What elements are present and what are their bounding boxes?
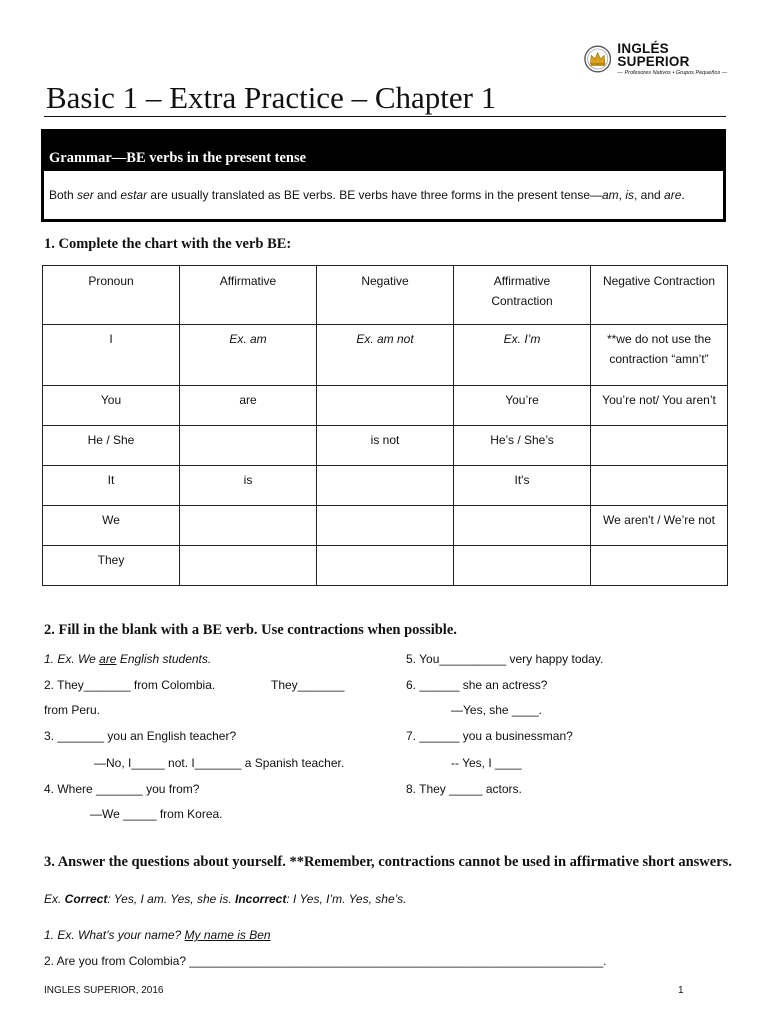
cell-affirmative-contraction: You’re [454, 386, 591, 426]
exercise-line: 5. You__________ very happy today. [406, 652, 604, 666]
example-answer: My name is Ben [184, 928, 271, 942]
grammar-text: . [681, 188, 685, 202]
cell-affirmative-contraction: It's [454, 466, 591, 506]
cell-affirmative-contraction: Ex. I’m [454, 325, 591, 386]
exercise-line: 2. They_______ from Colombia. [44, 678, 216, 692]
exercise-line: —No, I_____ not. I_______ a Spanish teacher. [94, 756, 345, 770]
section3-example [44, 892, 406, 906]
example-text: : Yes, I am. Yes, she is. [107, 892, 235, 906]
cell-negative-contraction: We aren't / We’re not [591, 506, 728, 546]
exercise-line: 4. Where _______ you from? [44, 782, 200, 796]
table-row [43, 426, 728, 466]
table-row [43, 506, 728, 546]
example-correct-label: Correct [64, 892, 108, 906]
page-title: Basic 1 – Extra Practice – Chapter 1 [46, 80, 497, 115]
cell-negative: is not [317, 426, 454, 466]
cell-affirmative [180, 426, 317, 466]
section1-heading: 1. Complete the chart with the verb BE: [44, 236, 292, 252]
exercise-line: 3. _______ you an English teacher? [44, 729, 237, 743]
grammar-heading: Grammar—BE verbs in the present tense [44, 132, 723, 171]
cell-pronoun: He / She [43, 426, 180, 466]
word-am: am [602, 188, 619, 202]
cell-affirmative-contraction: He’s / She’s [454, 426, 591, 466]
cell-affirmative-contraction [454, 546, 591, 586]
question-line [44, 928, 271, 942]
word-is: is [625, 188, 635, 202]
cell-pronoun: It [43, 466, 180, 506]
page-number: 1 [678, 985, 684, 996]
cell-affirmative: are [180, 386, 317, 426]
word-ser: ser [77, 188, 94, 202]
cell-pronoun: I [43, 325, 180, 386]
header-negative: Negative [317, 266, 454, 325]
cell-pronoun: We [43, 506, 180, 546]
exercise-text: 1. Ex. We [44, 652, 100, 666]
cell-affirmative [180, 506, 317, 546]
exercise-line: —Yes, she ____. [451, 703, 542, 717]
logo-tagline: — Profesores Nativos • Grupos Pequeños — [617, 69, 728, 76]
question-text: 1. Ex. What’s your name? [44, 928, 185, 942]
exercise-line: 6. ______ she an actress? [406, 678, 548, 692]
table-row [43, 386, 728, 426]
exercise-line: from Peru. [44, 703, 101, 717]
logo [584, 42, 734, 76]
example-text: Ex. [44, 892, 65, 906]
exercise-line: 7. ______ you a businessman? [406, 729, 573, 743]
cell-negative-contraction [591, 546, 728, 586]
logo-name: INGLÉS SUPERIOR [617, 40, 690, 70]
cell-affirmative: is [180, 466, 317, 506]
word-estar: estar [120, 188, 148, 202]
chart-header-row [43, 266, 728, 325]
header-affirmative-contraction: Affirmative Contraction [454, 266, 591, 325]
table-row [43, 325, 728, 386]
cell-negative [317, 386, 454, 426]
section3-heading: 3. Answer the questions about yourself. **Remember, contractions cannot be used in affirmative short answers. [44, 854, 732, 870]
header-negative-contraction: Negative Contraction [591, 266, 728, 325]
title-underline [44, 116, 726, 117]
header-affirmative: Affirmative [180, 266, 317, 325]
cell-negative-contraction: **we do not use the contraction “amn’t” [591, 325, 728, 386]
example-text: : I Yes, I’m. Yes, she’s. [286, 892, 407, 906]
grammar-text: , and [634, 188, 665, 202]
cell-affirmative-contraction [454, 506, 591, 546]
table-row [43, 546, 728, 586]
cell-affirmative [180, 546, 317, 586]
be-verb-chart [42, 265, 728, 586]
crown-logo-icon [584, 44, 611, 74]
grammar-text: and [93, 188, 121, 202]
footer-text: INGLES SUPERIOR, 2016 [44, 985, 164, 996]
cell-negative [317, 546, 454, 586]
cell-negative [317, 506, 454, 546]
cell-pronoun: They [43, 546, 180, 586]
grammar-text: are usually translated as BE verbs. BE verbs have three forms in the present tense— [147, 188, 602, 202]
section2-heading: 2. Fill in the blank with a BE verb. Use contractions when possible. [44, 622, 457, 638]
exercise-line [44, 652, 211, 666]
exercise-text: English students. [116, 652, 212, 666]
example-answer: are [99, 652, 117, 666]
cell-pronoun: You [43, 386, 180, 426]
grammar-text: Both [49, 188, 78, 202]
exercise-line: -- Yes, I ____ [451, 756, 522, 770]
grammar-text: , [618, 188, 626, 202]
word-are: are [664, 188, 682, 202]
header-pronoun: Pronoun [43, 266, 180, 325]
exercise-line: 8. They _____ actors. [406, 782, 522, 796]
cell-negative: Ex. am not [317, 325, 454, 386]
cell-negative-contraction: You’re not/ You aren’t [591, 386, 728, 426]
cell-negative-contraction [591, 466, 728, 506]
cell-negative-contraction [591, 426, 728, 466]
cell-negative [317, 466, 454, 506]
cell-affirmative: Ex. am [180, 325, 317, 386]
grammar-box [41, 129, 726, 222]
example-incorrect-label: Incorrect [234, 892, 287, 906]
grammar-explanation [49, 188, 685, 202]
table-row [43, 466, 728, 506]
exercise-line: —We _____ from Korea. [90, 807, 223, 821]
question-line: 2. Are you from Colombia? ______________________________________________________________. [44, 954, 607, 968]
exercise-line: They_______ [271, 678, 345, 692]
